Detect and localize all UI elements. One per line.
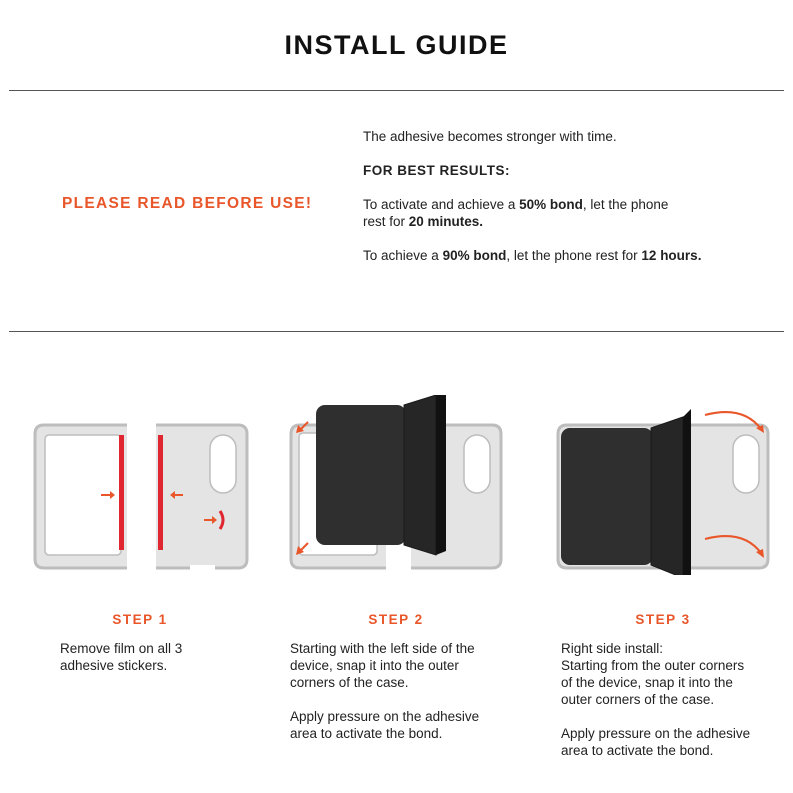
info-line-strength: The adhesive becomes stronger with time.: [363, 129, 617, 144]
case-right-half: [156, 425, 247, 570]
rest-20-min-value: 20 minutes.: [408, 214, 484, 229]
folding-phone-icon: [316, 395, 446, 555]
step2-label: STEP 2: [368, 612, 424, 627]
info-activate-text: To activate and achieve a 50% bond, let the phone rest for 20 minutes.: [363, 197, 669, 229]
step3-illustration: [553, 395, 778, 575]
camera-cutout: [210, 435, 236, 493]
step3-description: Right side install: Starting from the outer corners of the device, snap it into the outer corners of the case. Apply pressure on the adhesive area to activate the bond.: [561, 641, 751, 758]
step1-label: STEP 1: [112, 612, 168, 627]
rest-12-hours-value: 12 hours.: [641, 248, 702, 263]
step2-description: Starting with the left side of the device, snap it into the outer corners of the case. Apply pressure on the adhesive area to activate the bond.: [290, 641, 480, 741]
info-best-results-heading: FOR BEST RESULTS:: [363, 163, 511, 178]
page-title: INSTALL GUIDE: [284, 30, 509, 60]
case-left-half: [35, 425, 127, 568]
read-before-use-notice: PLEASE READ BEFORE USE!: [62, 195, 313, 212]
adhesive-info: [363, 128, 753, 264]
info-achieve-text: To achieve a 90% bond, let the phone rest for 12 hours.: [363, 248, 702, 263]
step1-description: Remove film on all 3 adhesive stickers.: [60, 641, 183, 673]
adhesive-strip-left: [119, 435, 124, 550]
adhesive-strip-right: [158, 435, 163, 550]
folding-phone-icon: [561, 409, 691, 575]
bond-90-value: 90% bond: [442, 248, 507, 263]
top-divider: [9, 90, 784, 91]
middle-divider: [9, 331, 784, 332]
step3-label: STEP 3: [635, 612, 691, 627]
step1-illustration: [30, 395, 255, 575]
step2-illustration: [286, 395, 511, 575]
bond-50-value: 50% bond: [519, 197, 583, 212]
